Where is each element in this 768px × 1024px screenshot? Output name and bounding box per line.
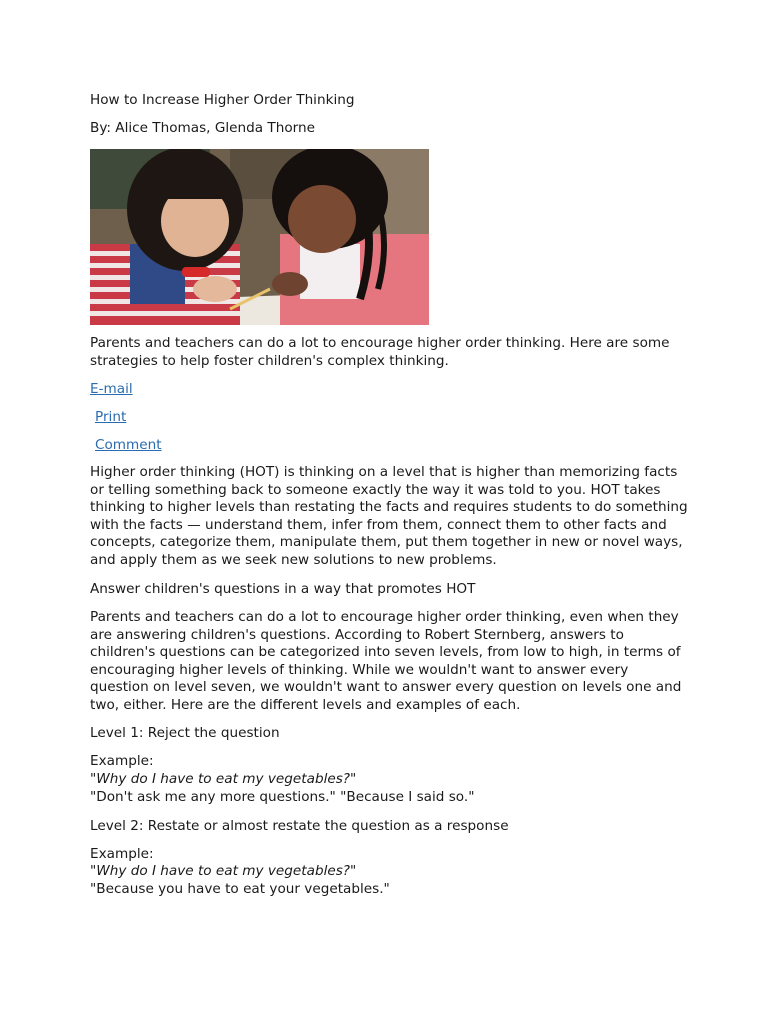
comment-link-row bbox=[95, 436, 162, 454]
level-1-example-label: Example: bbox=[90, 753, 154, 769]
article-photo bbox=[90, 149, 429, 325]
article-title: How to Increase Higher Order Thinking bbox=[90, 92, 355, 108]
article-byline: By: Alice Thomas, Glenda Thorne bbox=[90, 120, 315, 136]
level-1-heading: Level 1: Reject the question bbox=[90, 725, 280, 741]
print-link-row bbox=[95, 408, 126, 426]
print-link[interactable]: Print bbox=[95, 409, 127, 425]
email-link-row bbox=[90, 380, 133, 398]
level-2-question-text: Why do I have to eat my vegetables? bbox=[96, 863, 351, 879]
comment-link[interactable]: Comment bbox=[95, 437, 162, 453]
level-2-question: "Why do I have to eat my vegetables?" bbox=[90, 863, 357, 879]
level-1-answer: "Don't ask me any more questions." "Because I said so." bbox=[90, 789, 475, 805]
definition-paragraph: Higher order thinking (HOT) is thinking on a level that is higher than memorizing facts or telling something back to someone exactly the way it was told to you. HOT takes thinking to higher levels than restating the facts and requires students to do something with the facts — understand them, infer from them, connect them to other facts and concepts, categorize them, manipulate them, put them together in new or novel ways, and apply them as we seek new solutions to new problems. bbox=[90, 464, 688, 568]
intro-paragraph: Parents and teachers can do a lot to encourage higher order thinking. Here are some strategies to help foster children's complex thinking. bbox=[90, 335, 670, 369]
level-1-question: "Why do I have to eat my vegetables?" bbox=[90, 771, 357, 787]
level-1-question-text: Why do I have to eat my vegetables? bbox=[96, 771, 351, 787]
section-heading: Answer children's questions in a way that promotes HOT bbox=[90, 581, 476, 597]
section-paragraph: Parents and teachers can do a lot to encourage higher order thinking, even when they are answering children's questions. According to Robert Sternberg, answers to children's questions can be categorized into seven levels, from low to high, in terms of encouraging higher levels of thinking. While we wouldn't want to answer every question on level seven, we wouldn't want to answer every question on levels one and two, either. Here are the different levels and examples of each. bbox=[90, 609, 682, 713]
level-2-heading: Level 2: Restate or almost restate the question as a response bbox=[90, 818, 509, 834]
level-2-answer: "Because you have to eat your vegetables." bbox=[90, 881, 390, 897]
email-link[interactable]: E-mail bbox=[90, 381, 133, 397]
level-2-example-label: Example: bbox=[90, 846, 154, 862]
